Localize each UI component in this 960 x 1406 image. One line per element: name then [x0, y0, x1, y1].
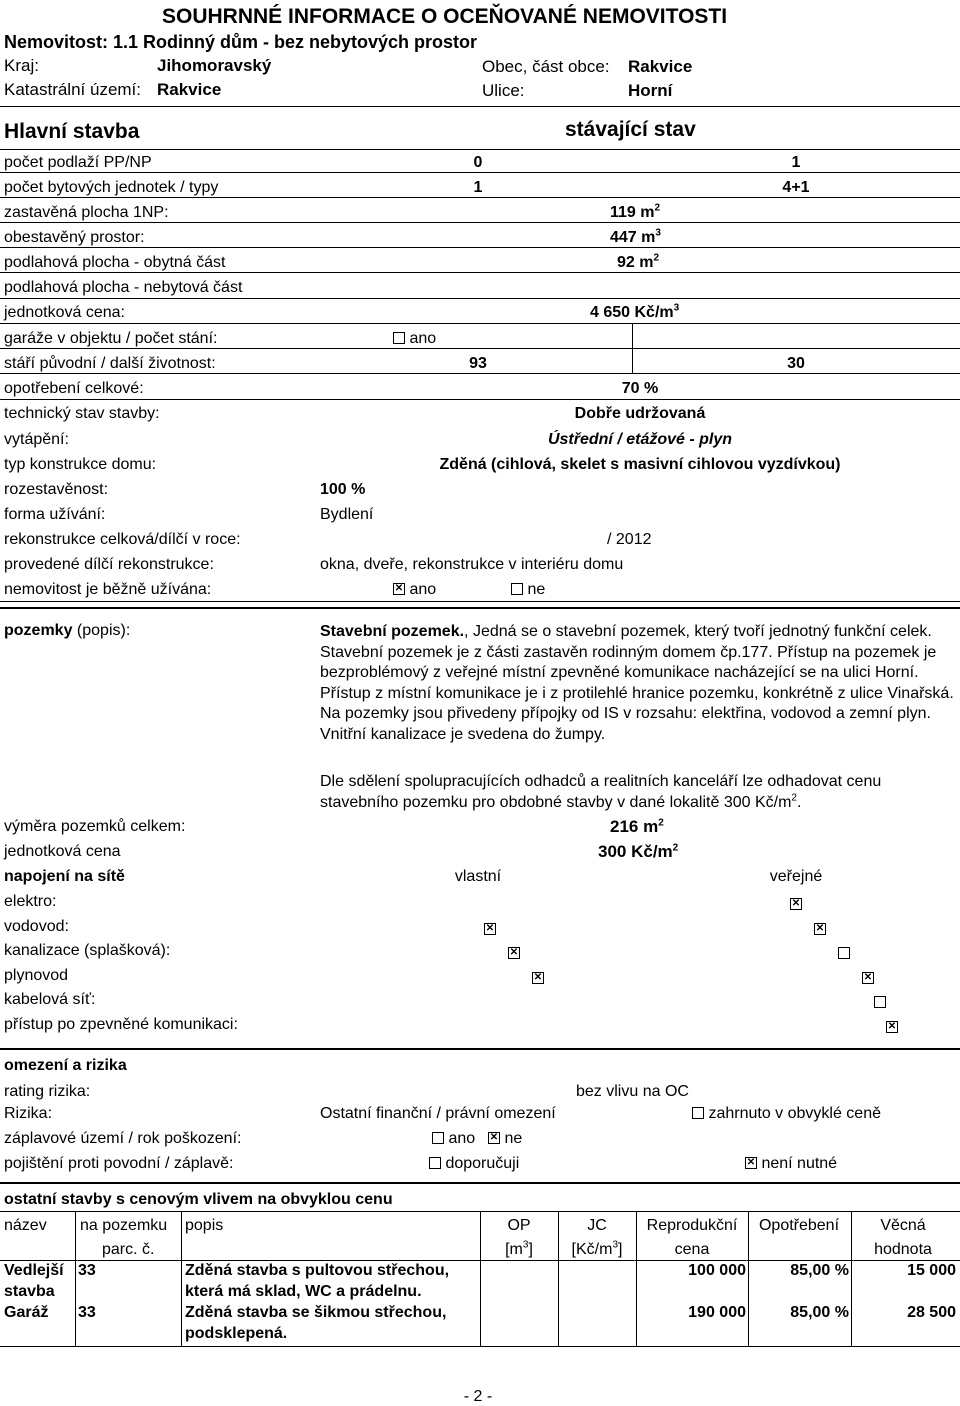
grid-line [748, 1211, 749, 1346]
grid-line [851, 1211, 852, 1346]
col-op-unit: $[m^3]$ [505, 1239, 533, 1258]
grid-line [632, 323, 633, 373]
col-wear: Opotřebení [758, 1217, 840, 1234]
units-count: 1 [473, 179, 483, 196]
unit-price-label: jednotková cena: [4, 304, 125, 321]
utility-label: kabelová síť: [4, 991, 96, 1009]
checkbox-checked-icon[interactable] [862, 972, 874, 984]
col-value: Věcná [880, 1217, 926, 1234]
utilities-public-header: veřejné [769, 868, 823, 885]
row-value: 15 000 [907, 1262, 956, 1279]
col-repro-2: cena [674, 1241, 710, 1258]
age-value: 93 [469, 355, 487, 372]
garage-label: garáže v objektu / počet stání: [4, 330, 218, 347]
wear-label: opotřebení celkové: [4, 380, 144, 397]
reconstruction-label: rekonstrukce celková/dílčí v roce: [4, 531, 241, 548]
checkbox-checked-icon[interactable] [886, 1021, 898, 1033]
floors-pp: 0 [473, 154, 483, 171]
row-desc-2: podsklepená. [185, 1325, 288, 1342]
row-desc: Zděná stavba s pultovou střechou, [185, 1262, 450, 1279]
grid-line [0, 601, 960, 602]
age-label: stáří původní / další životnost: [4, 355, 216, 372]
completion-label: rozestavěnost: [4, 481, 109, 498]
risks-label: Rizika: [4, 1105, 53, 1122]
volume-label: obestavěný prostor: [4, 229, 145, 246]
divider [0, 106, 960, 107]
partial-value: okna, dveře, rekonstrukce v interiéru domu [320, 556, 624, 573]
built-area-value: 119 $m^2$ [610, 202, 661, 221]
grid-line [0, 149, 960, 150]
risks-included: zahrnuto v obvyklé ceně [692, 1105, 881, 1123]
reconstruction-value: / 2012 [607, 531, 652, 548]
checkbox-checked-icon[interactable] [508, 947, 520, 959]
insurance-recommend: doporučuji [429, 1155, 519, 1173]
row-repro: 190 000 [688, 1304, 746, 1321]
units-type: 4+1 [782, 179, 810, 196]
usage-label: forma užívání: [4, 506, 106, 523]
flood-label: záplavové území / rok poškození: [4, 1130, 242, 1147]
col-op: OP [507, 1217, 531, 1234]
obec-value: Rakvice [628, 57, 693, 76]
checkbox-checked-icon[interactable] [484, 923, 496, 935]
in-use-label: nemovitost je běžně užívána: [4, 581, 212, 598]
row-name: Vedlejší [4, 1262, 64, 1279]
construction-label: typ konstrukce domu: [4, 456, 157, 473]
construction-value: Zděná (cihlová, skelet s masivní cihlovou vyzdívkou) [439, 456, 841, 473]
col-jc-unit: $[Kč/m^3]$ [571, 1239, 623, 1258]
row-wear: 85,00 % [790, 1304, 849, 1321]
row-desc-2: která má sklad, WC a prádelnu. [185, 1283, 422, 1300]
row-name: Garáž [4, 1304, 49, 1321]
life-value: 30 [787, 355, 805, 372]
property-line: Nemovitost: 1.1 Rodinný dům - bez nebytových prostor [4, 32, 478, 52]
col-name: název [4, 1217, 47, 1234]
checkbox-checked-icon[interactable] [814, 923, 826, 935]
utility-label: vodovod: [4, 917, 69, 935]
unit-price-value: 4 650 $Kč/m^3$ [590, 302, 680, 321]
checkbox-checked-icon[interactable] [745, 1157, 757, 1169]
flood-yes: ano [432, 1130, 475, 1148]
grid-line [480, 1211, 481, 1346]
in-use-yes: ✕ ano [393, 581, 436, 599]
section-divider [0, 1182, 960, 1184]
floor-nonres-label: podlahová plocha - nebytová část [4, 279, 243, 296]
obec-label: Obec, část obce: [482, 57, 610, 76]
kat-value: Rakvice [157, 80, 222, 99]
col-repro: Reprodukční [646, 1217, 738, 1234]
heating-value: Ústřední / etážové - plyn [547, 431, 733, 448]
kat-label: Katastrální území: [4, 80, 142, 99]
main-building-title: Hlavní stavba [4, 120, 140, 143]
risks-title: omezení a rizika [4, 1057, 127, 1074]
grid-line [0, 399, 960, 400]
row-desc: Zděná stavba se šikmou střechou, [185, 1304, 447, 1321]
units-label: počet bytových jednotek / typy [4, 179, 219, 196]
grid-line [0, 298, 960, 299]
flood-no: ✕ ne [488, 1130, 522, 1148]
row-repro: 100 000 [688, 1262, 746, 1279]
ulice-value: Horní [628, 81, 673, 100]
state-heading: stávající stav [565, 118, 696, 141]
page-number: - 2 - [463, 1388, 493, 1405]
grid-line [0, 1346, 960, 1347]
col-desc: popis [185, 1217, 224, 1234]
col-parcel: na pozemku [80, 1217, 168, 1234]
usage-value: Bydlení [320, 506, 374, 523]
tech-state-label: technický stav stavby: [4, 405, 160, 422]
section-divider [0, 1048, 960, 1050]
row-value: 28 500 [907, 1304, 956, 1321]
utilities-title: napojení na sítě [4, 868, 125, 885]
row-name-2: stavba [4, 1283, 55, 1300]
land-price-label: jednotková cena [4, 843, 121, 860]
utility-label: plynovod [4, 966, 69, 984]
checkbox-unchecked-icon[interactable] [874, 996, 886, 1008]
checkbox-checked-icon[interactable] [532, 972, 544, 984]
grid-line [75, 1211, 76, 1346]
in-use-no: ne [511, 581, 545, 599]
row-wear: 85,00 % [790, 1262, 849, 1279]
col-parcel-2: parc. č. [102, 1241, 155, 1258]
utilities-own-header: vlastní [454, 868, 502, 885]
floor-res-value: 92 $m^2$ [617, 252, 660, 271]
col-jc: JC [587, 1217, 607, 1234]
tech-state-value: Dobře udržovaná [574, 405, 706, 422]
utility-label: přístup po zpevněné komunikaci: [4, 1016, 238, 1033]
checkbox-unchecked-icon[interactable] [692, 1107, 704, 1119]
floors-np: 1 [791, 154, 801, 171]
checkbox-checked-icon[interactable] [488, 1132, 500, 1144]
other-title: ostatní stavby s cenovým vlivem na obvyklou cenu [4, 1191, 393, 1208]
completion-value: 100 % [320, 481, 366, 498]
land-label: pozemky (popis): [4, 622, 131, 639]
utility-label: elektro: [4, 893, 57, 910]
checkbox-checked-icon[interactable] [790, 898, 802, 910]
wear-value: 70 % [621, 380, 659, 397]
grid-line [0, 323, 960, 324]
land-description: Stavební pozemek., Jedná se o stavební pozemek, který tvoří jednotný funkční celek. Stavební pozemek je z části zastavěn rodinným domem čp.177. Přístup na pozemek je bezproblémový z veřejné místní zpevněné komunikace nacházející se na ulici Horní. Přístup z místní komunikace je i z protilehlé hranice pozemku, konkrétně z ulice Vinařská. Na pozemky jsou přivedeny přípojky od IS v rozsahu: elektřina, vodovod a zemní plyn. Vnitřní kanalizace je svedena do žumpy. [320, 623, 954, 743]
rating-value: bez vlivu na OC [576, 1083, 689, 1100]
row-parcel: 33 [78, 1262, 96, 1279]
checkbox-unchecked-icon[interactable] [393, 332, 405, 344]
floors-label: počet podlaží PP/NP [4, 154, 152, 171]
checkbox-unchecked-icon[interactable] [838, 947, 850, 959]
kraj-label: Kraj: [4, 56, 39, 75]
insurance-not-needed: ✕ není nutné [745, 1155, 837, 1173]
grid-line [181, 1211, 182, 1346]
land-area-label: výměra pozemků celkem: [4, 818, 186, 835]
rating-label: rating rizika: [4, 1083, 91, 1100]
insurance-label: pojištění proti povodní / záplavě: [4, 1155, 234, 1172]
grid-line [636, 1211, 637, 1346]
heating-label: vytápění: [4, 431, 69, 448]
grid-line [558, 1211, 559, 1346]
partial-label: provedené dílčí rekonstrukce: [4, 556, 214, 573]
section-divider [0, 607, 960, 609]
col-value-2: hodnota [874, 1241, 932, 1258]
checkbox-unchecked-icon[interactable] [429, 1157, 441, 1169]
land-price-value: 300 $Kč/m^2$ [598, 842, 679, 861]
checkbox-unchecked-icon[interactable] [432, 1132, 444, 1144]
checkbox-unchecked-icon[interactable] [511, 583, 523, 595]
volume-value: 447 $m^3$ [610, 227, 661, 246]
page-title: SOUHRNNÉ INFORMACE O OCEŇOVANÉ NEMOVITOSTI [162, 5, 728, 28]
ulice-label: Ulice: [482, 81, 525, 100]
kraj-value: Jihomoravský [157, 56, 272, 75]
land-price-note: Dle sdělení spolupracujících odhadců a realitních kanceláří lze odhadovat cenu stavebního pozemku pro obdobné stavby v dané lokalitě 300 $Kč/m^2$. [320, 773, 882, 811]
risks-value: Ostatní finanční / právní omezení [320, 1105, 556, 1122]
floor-res-label: podlahová plocha - obytná část [4, 254, 226, 271]
row-parcel: 33 [78, 1304, 96, 1321]
built-area-label: zastavěná plocha 1NP: [4, 204, 169, 221]
utility-label: kanalizace (splašková): [4, 942, 171, 960]
garage-option: ano [393, 330, 436, 348]
checkbox-checked-icon[interactable] [393, 583, 405, 595]
land-area-value: 216 $m^2$ [610, 817, 664, 836]
